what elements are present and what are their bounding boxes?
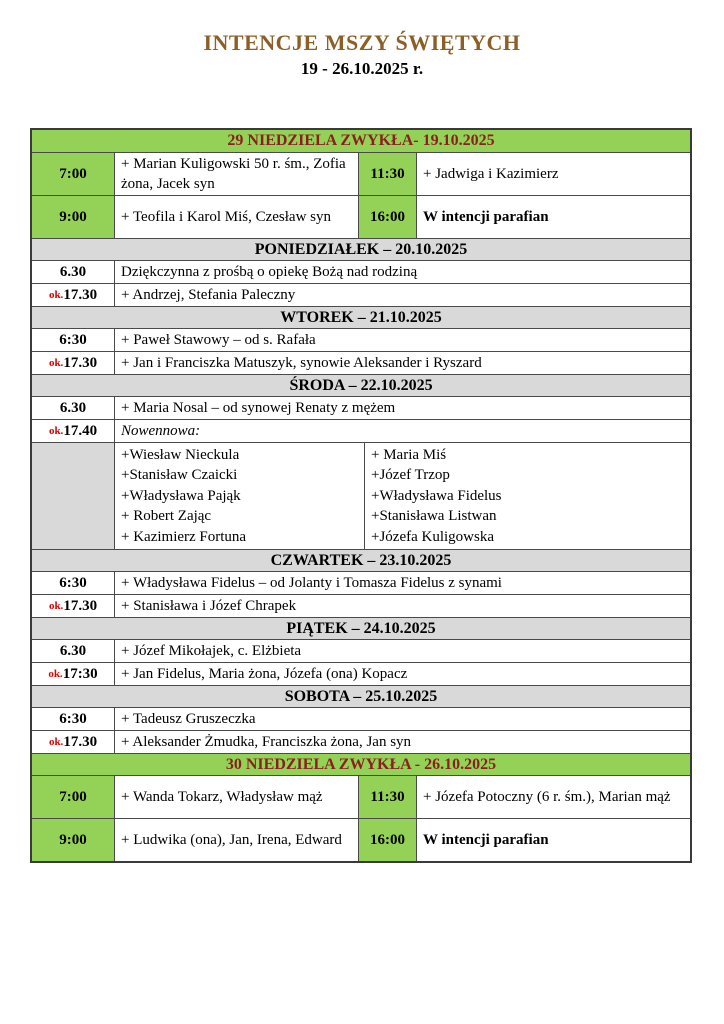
intention-cell [114, 196, 358, 238]
approx-prefix: ok. [48, 425, 64, 437]
novena-name: + Robert Zając [121, 508, 212, 525]
mass-intention: + Aleksander Żmudka, Franciszka żona, Jan syn [121, 734, 412, 751]
intention-cell [416, 819, 690, 861]
day-header-cell [32, 130, 690, 152]
intention-cell [114, 329, 690, 351]
novena-names-right [364, 443, 690, 549]
mass-row [32, 594, 690, 617]
mass-intention: + Maria Nosal – od synowej Renaty z mężem [121, 400, 396, 416]
day-header-row [32, 238, 690, 260]
mass-intention: + Władysława Fidelus – od Jolanty i Tomasza Fidelus z synami [121, 575, 502, 592]
mass-time: 17.30 [63, 287, 98, 303]
mass-row [32, 152, 690, 195]
time-cell [32, 776, 114, 818]
mass-time: 6.30 [59, 264, 87, 280]
intention-cell [416, 153, 690, 195]
novena-names-row [32, 442, 690, 549]
mass-row [32, 818, 690, 861]
intention-cell [114, 261, 690, 283]
novena-name: + Kazimierz Fortuna [121, 528, 247, 545]
day-header-cell [32, 618, 690, 639]
time-cell [32, 352, 114, 374]
mass-time: 11:30 [370, 166, 405, 182]
time-cell [32, 595, 114, 617]
day-header-row [32, 130, 690, 152]
day-header-cell [32, 550, 690, 571]
time-cell [32, 329, 114, 351]
mass-time: 9:00 [59, 832, 87, 849]
time-cell [32, 572, 114, 594]
intention-cell [416, 196, 690, 238]
time-cell [32, 708, 114, 730]
time-cell [32, 663, 114, 685]
empty-time-cell [32, 443, 114, 549]
mass-row [32, 639, 690, 662]
day-header-cell [32, 239, 690, 260]
mass-row [32, 662, 690, 685]
mass-intention: + Paweł Stawowy – od s. Rafała [121, 332, 316, 348]
mass-intention: + Stanisława i Józef Chrapek [121, 598, 297, 615]
mass-time: 6:30 [59, 711, 87, 728]
day-header-label: ŚRODA – 22.10.2025 [289, 376, 433, 394]
intention-cell [114, 397, 690, 419]
day-header-row [32, 549, 690, 571]
intention-cell [114, 595, 690, 617]
approx-prefix: ok. [48, 600, 64, 613]
day-header-cell [32, 686, 690, 707]
mass-time: 6:30 [59, 575, 87, 592]
page-subtitle: 19 - 26.10.2025 r. [300, 59, 424, 78]
day-header-label: SOBOTA – 25.10.2025 [284, 687, 438, 705]
novena-name: +Władysława Fidelus [371, 487, 502, 504]
mass-row [32, 260, 690, 283]
mass-row [32, 351, 690, 374]
mass-row [32, 195, 690, 238]
mass-intention: + Marian Kuligowski 50 r. śm., Zofia żona, Jacek syn [121, 156, 346, 192]
mass-time: 17.30 [63, 355, 98, 371]
time-cell [32, 196, 114, 238]
day-header-label: WTOREK – 21.10.2025 [280, 308, 442, 326]
mass-row [32, 571, 690, 594]
mass-row [32, 328, 690, 351]
mass-time: 6:30 [59, 332, 87, 348]
mass-intention: W intencji parafian [423, 209, 549, 225]
mass-intention: + Tadeusz Gruszeczka [121, 711, 256, 728]
time-cell [32, 397, 114, 419]
mass-time: 16:00 [370, 832, 405, 849]
day-header-row [32, 685, 690, 707]
intention-cell [114, 640, 690, 662]
approx-prefix: ok. [48, 289, 64, 301]
day-header-row [32, 753, 690, 775]
mass-row [32, 396, 690, 419]
time-cell [32, 819, 114, 861]
intention-cell [114, 731, 690, 753]
mass-intention: + Teofila i Karol Miś, Czesław syn [121, 209, 332, 225]
novena-name: +Władysława Pająk [121, 487, 241, 504]
time-cell [32, 284, 114, 306]
day-header-label: PONIEDZIAŁEK – 20.10.2025 [254, 240, 468, 258]
mass-intention: + Andrzej, Stefania Paleczny [121, 287, 296, 303]
intention-cell [114, 572, 690, 594]
mass-intention: W intencji parafian [423, 832, 549, 849]
mass-time: 11:30 [370, 789, 405, 806]
mass-time: 17:30 [62, 666, 98, 683]
intention-cell [114, 776, 358, 818]
novena-name: +Stanisław Czaicki [121, 467, 238, 484]
day-header-label: 30 NIEDZIELA ZWYKŁA - 26.10.2025 [225, 755, 497, 773]
time-cell [32, 420, 114, 442]
mass-intention: Dziękczynna z prośbą o opiekę Bożą nad rodziną [121, 264, 418, 280]
day-header-row [32, 306, 690, 328]
mass-row [32, 419, 690, 442]
time-cell [32, 731, 114, 753]
mass-intention: Nowennowa: [121, 423, 201, 439]
mass-time: 6.30 [59, 400, 87, 416]
intention-cell [114, 352, 690, 374]
mass-intention: + Ludwika (ona), Jan, Irena, Edward [121, 832, 342, 849]
day-header-cell [32, 754, 690, 775]
intention-cell [416, 776, 690, 818]
mass-intention: + Józef Mikołajek, c. Elżbieta [121, 643, 302, 660]
novena-name: + Maria Miś [371, 447, 447, 463]
mass-intention: + Józefa Potoczny (6 r. śm.), Marian mąż [423, 789, 671, 806]
mass-time: 16:00 [370, 209, 405, 225]
mass-intentions-table [30, 128, 692, 863]
mass-row [32, 707, 690, 730]
mass-row [32, 730, 690, 753]
day-header-label: 29 NIEDZIELA ZWYKŁA- 19.10.2025 [227, 132, 495, 149]
time-cell [358, 776, 416, 818]
day-header-label: CZWARTEK – 23.10.2025 [270, 551, 452, 569]
novena-name: +Józef Trzop [371, 467, 450, 484]
day-header-label: PIĄTEK – 24.10.2025 [286, 619, 436, 637]
mass-time: 7:00 [59, 789, 87, 806]
time-cell [32, 153, 114, 195]
novena-name: +Józefa Kuligowska [371, 528, 495, 545]
mass-time: 9:00 [59, 209, 87, 225]
day-header-cell [32, 375, 690, 396]
time-cell [358, 153, 416, 195]
novena-name: +Wiesław Nieckula [121, 447, 240, 463]
intention-cell [114, 420, 690, 442]
time-cell [32, 261, 114, 283]
mass-time: 17.30 [63, 734, 98, 751]
mass-intention: + Jadwiga i Kazimierz [423, 166, 559, 182]
intention-cell [114, 153, 358, 195]
approx-prefix: ok. [48, 736, 64, 749]
day-header-row [32, 617, 690, 639]
time-cell [358, 819, 416, 861]
mass-time: 6.30 [59, 643, 87, 660]
mass-time: 17.30 [63, 598, 98, 615]
day-header-cell [32, 307, 690, 328]
approx-prefix: ok. [48, 357, 64, 369]
intention-cell [114, 708, 690, 730]
mass-intention: + Jan Fidelus, Maria żona, Józefa (ona) Kopacz [121, 666, 408, 683]
intention-cell [114, 819, 358, 861]
time-cell [358, 196, 416, 238]
mass-time: 7:00 [59, 166, 87, 182]
mass-time: 17.40 [63, 423, 98, 439]
novena-names-left [114, 443, 364, 549]
intention-cell [114, 663, 690, 685]
approx-prefix: ok. [48, 668, 63, 681]
day-header-row [32, 374, 690, 396]
intention-cell [114, 284, 690, 306]
time-cell [32, 640, 114, 662]
novena-name: +Stanisława Listwan [371, 508, 497, 525]
page-title: INTENCJE MSZY ŚWIĘTYCH [203, 30, 521, 55]
mass-intention: + Jan i Franciszka Matuszyk, synowie Aleksander i Ryszard [121, 355, 482, 371]
mass-intention: + Wanda Tokarz, Władysław mąż [121, 789, 323, 806]
mass-row [32, 775, 690, 818]
mass-row [32, 283, 690, 306]
